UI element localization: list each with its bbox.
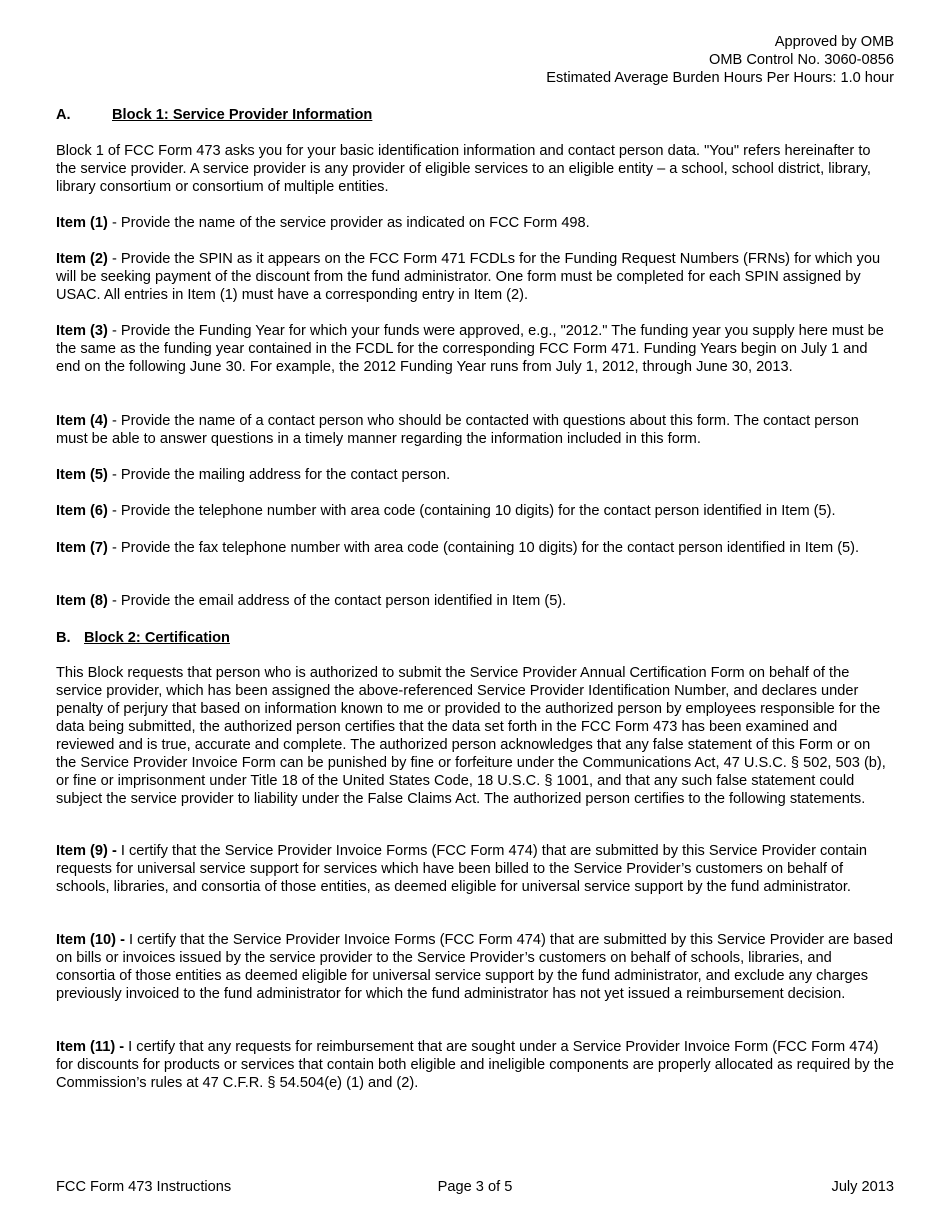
page-footer (56, 1178, 894, 1196)
item-8 (56, 592, 894, 610)
item-10 (56, 931, 894, 1003)
section-b-letter: B. (56, 630, 71, 646)
item-label: Item (3) (56, 323, 108, 339)
item-text: - Provide the fax telephone number with area code (containing 10 digits) for the contact person identified in Item (5). (107, 540, 860, 556)
item-text: - Provide the name of the service provider as indicated on FCC Form 498. (107, 215, 590, 231)
section-a-letter: A. (56, 107, 71, 123)
item-text: - Provide the telephone number with area code (containing 10 digits) for the contact person identified in Item (5). (107, 503, 836, 519)
item-text: - Provide the name of a contact person who should be contacted with questions about this form. The contact person must be able to answer questions in a timely manner regarding the information included in this form. (56, 413, 859, 447)
item-1 (56, 214, 894, 232)
item-label: Item (8) (56, 593, 108, 609)
item-label: Item (6) (56, 503, 108, 519)
item-text: - Provide the email address of the contact person identified in Item (5). (107, 593, 567, 609)
item-3 (56, 322, 894, 376)
footer-page-number: Page 3 of 5 (437, 1179, 513, 1195)
item-label: Item (1) (56, 215, 108, 231)
item-text: - Provide the Funding Year for which your funds were approved, e.g., "2012." The funding year you supply here must be the same as the funding year contained in the FCDL for the corresponding FCC Form 471. Funding Years begin on July 1 and end on the following June 30. For example, the 2012 Funding Year runs from July 1, 2012, through June 30, 2013. (56, 323, 884, 375)
omb-approval: Approved by OMB (774, 34, 894, 50)
item-label: Item (7) (56, 540, 108, 556)
item-text: - Provide the SPIN as it appears on the FCC Form 471 FCDLs for the Funding Request Numbers (FRNs) for which you will be seeking payment of the discount from the fund administrator. One form must be completed for each SPIN assigned by USAC. All entries in Item (1) must have a corresponding entry in Item (2). (56, 251, 881, 303)
omb-control-number: OMB Control No. 3060-0856 (709, 52, 894, 68)
item-label: Item (11) - (56, 1039, 125, 1055)
section-a-heading (56, 106, 372, 124)
section-b-heading (56, 629, 230, 647)
section-a-title: Block 1: Service Provider Information (112, 107, 373, 123)
item-text: I certify that any requests for reimbursement that are sought under a Service Provider Invoice Form (FCC Form 474) for discounts for products or services that contain both eligible and ineligible components are properly allocated as required by the Commission’s rules at 47 C.F.R. § 54.504(e) (1) and (2). (56, 1039, 895, 1091)
item-label: Item (9) - (56, 843, 117, 859)
section-b-title: Block 2: Certification (84, 630, 230, 646)
footer-form-name: FCC Form 473 Instructions (56, 1179, 232, 1195)
item-5 (56, 466, 894, 484)
item-9 (56, 842, 894, 896)
item-text: I certify that the Service Provider Invoice Forms (FCC Form 474) that are submitted by this Service Provider contain requests for universal service support for services which have been billed to the Service Provider’s customers on behalf of schools, libraries, and consortia of those entities, as deemed eligible for universal service support by the fund administrator. (56, 843, 868, 895)
item-label: Item (2) (56, 251, 108, 267)
item-label: Item (4) (56, 413, 108, 429)
item-text: I certify that the Service Provider Invoice Forms (FCC Form 474) that are submitted by this Service Provider are based on bills or invoices issued by the service provider to the Service Provider’s customers on behalf of schools, libraries, and consortia of those entities as deemed eligible for universal service support by the fund administrator, and exclude any charges previously invoiced to the fund administrator for which the fund administrator has not yet issued a reimbursement decision. (56, 932, 894, 1002)
item-text: - Provide the mailing address for the contact person. (107, 467, 451, 483)
item-label: Item (10) - (56, 932, 125, 948)
section-a-intro: Block 1 of FCC Form 473 asks you for your basic identification information and contact person data. "You" refers hereinafter to the service provider. A service provider is any provider of eligible services to an eligible entity – a school, school district, library, library consortium or consortium of multiple entities. (56, 143, 871, 195)
section-b-intro: This Block requests that person who is authorized to submit the Service Provider Annual Certification Form on behalf of the service provider, which has been assigned the above-referenced Service Provider Identification Number, and declares under penalty of perjury that based on information known to me or provided to the authorized person by employees responsible for the data being submitted, the authorized person certifies that the data set forth in the FCC Form 473 has been examined and reviewed and is true, accurate and complete. The authorized person acknowledges that any false statement of this Form or on the Service Provider Invoice Form can be punished by fine or forfeiture under the Communications Act, 47 U.S.C. § 502, 503 (b), or fine or imprisonment under Title 18 of the United States Code, 18 U.S.C. § 1001, and that any such false statement could subject the service provider to liability under the False Claims Act. The authorized person certifies to the following statements. (56, 665, 886, 807)
item-6 (56, 502, 894, 520)
item-7 (56, 539, 894, 557)
item-4 (56, 412, 894, 448)
item-label: Item (5) (56, 467, 108, 483)
footer-date: July 2013 (831, 1179, 894, 1195)
item-2 (56, 250, 894, 304)
item-11 (56, 1038, 894, 1092)
omb-header (546, 33, 894, 87)
burden-hours: Estimated Average Burden Hours Per Hours: 1.0 hour (546, 70, 894, 86)
